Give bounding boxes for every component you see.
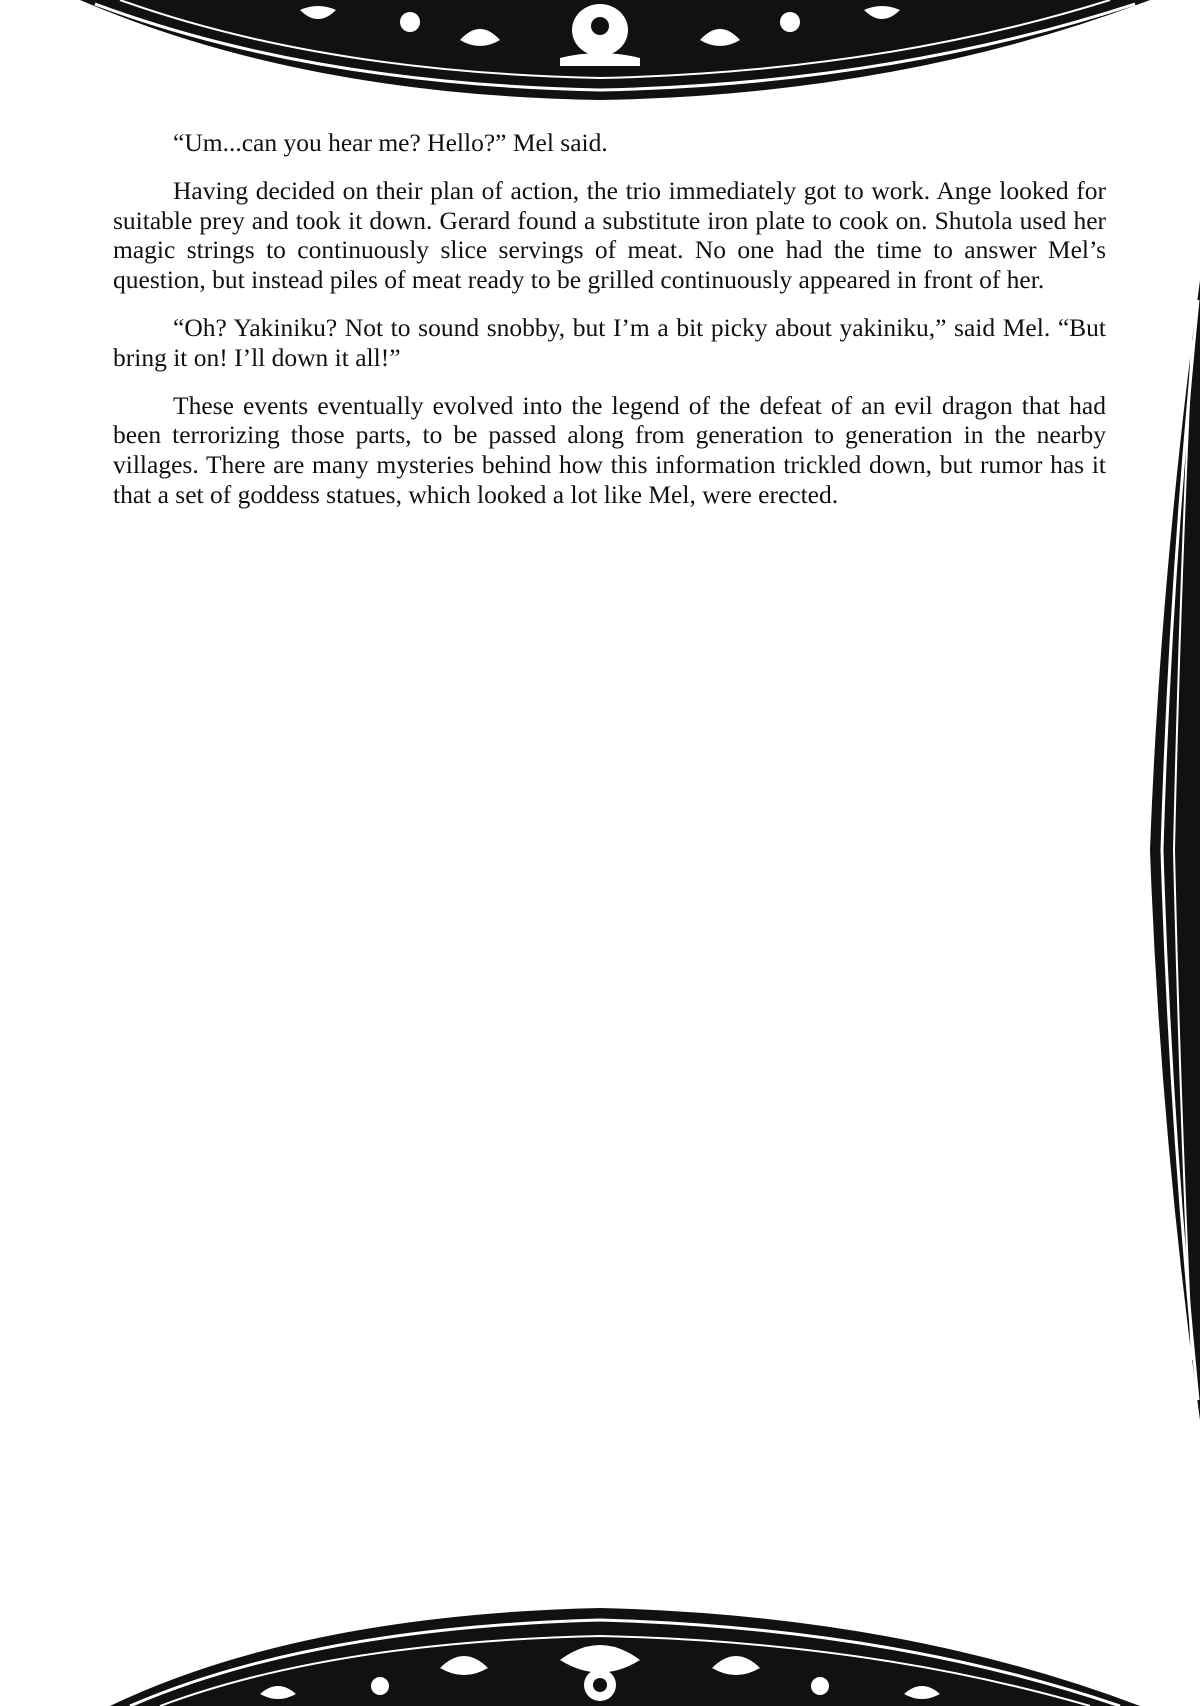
ornamental-frame-right — [1140, 280, 1200, 1420]
ornamental-frame-top — [0, 0, 1200, 120]
body-text — [113, 128, 1106, 528]
paragraph: “Um...can you hear me? Hello?” Mel said. — [173, 128, 608, 157]
paragraph: These events eventually evolved into the legend of the defeat of an evil dragon that had been terrorizing those parts, to be passed along from generation to generation in the nearby villages. There are many mysteries behind how this information trickled down, but rumor has it that a set of goddess statues, which looked a lot like Mel, were erected. — [113, 390, 1106, 509]
ornamental-frame-bottom — [0, 1590, 1200, 1706]
paragraph: Having decided on their plan of action, the trio immediately got to work. Ange looked for suitable prey and took it down. Gerard found a substitute iron plate to cook on. Shutola used her magic strings to continuously slice servings of meat. No one had the time to answer Mel’s question, but instead piles of meat ready to be grilled continuously appeared in front of her. — [113, 175, 1106, 295]
paragraph: “Oh? Yakiniku? Not to sound snobby, but I’m a bit picky about yakiniku,” said Mel. “But bring it on! I’ll down it all!” — [113, 312, 1106, 372]
